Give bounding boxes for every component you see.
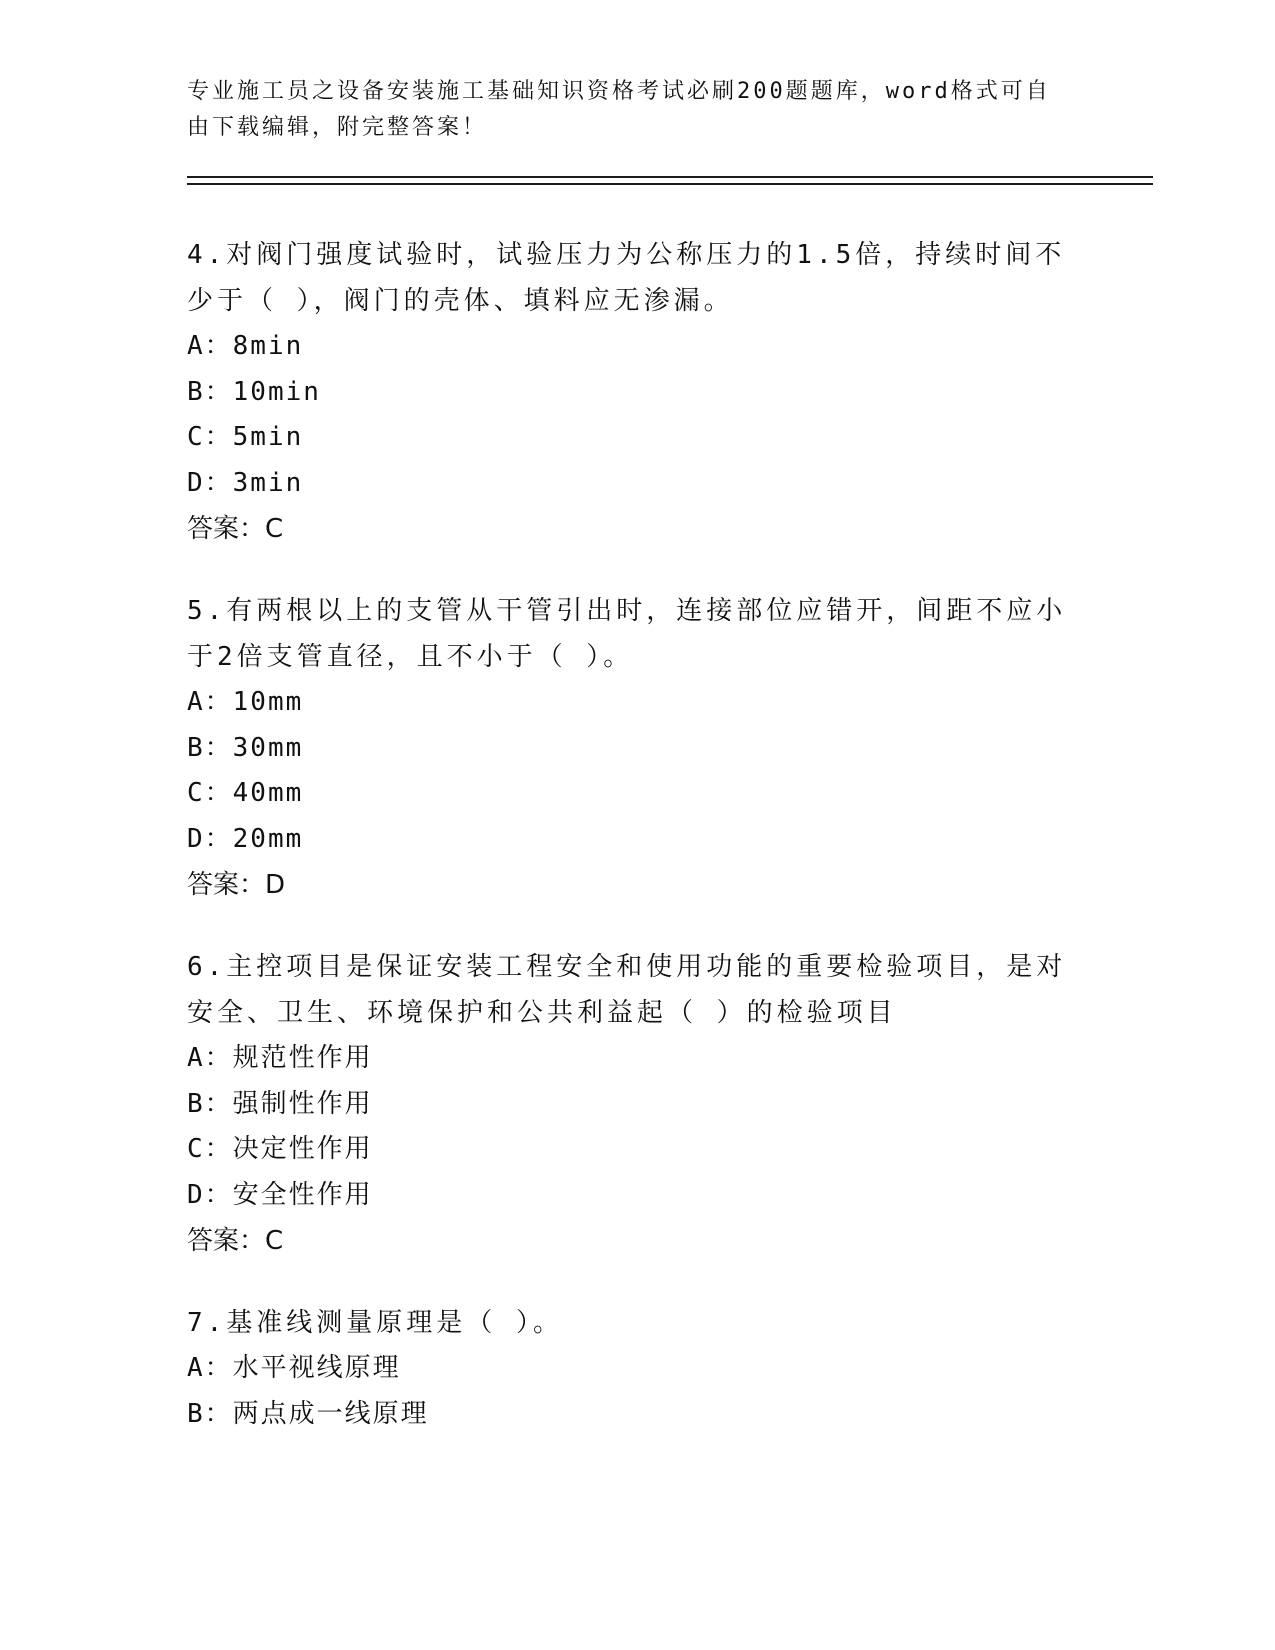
question-4 [187, 232, 1067, 552]
option-b: B：两点成一线原理 [187, 1398, 429, 1429]
option-c: C：40mm [187, 778, 304, 808]
question-text: 5.有两根以上的支管从干管引出时，连接部位应错开，间距不应小于2倍支管直径，且不小于（ ）。 [187, 596, 1067, 672]
answer: 答案：D [187, 870, 286, 900]
option-d: D：安全性作用 [187, 1179, 373, 1210]
option-c: C：5min [187, 422, 304, 452]
header-divider-bottom [187, 183, 1153, 185]
option-a: A：规范性作用 [187, 1043, 373, 1073]
option-d: D：20mm [187, 823, 304, 854]
question-7 [187, 1300, 1067, 1437]
answer: 答案：C [187, 514, 284, 544]
option-c: C：决定性作用 [187, 1134, 373, 1164]
option-a: A：8min [187, 331, 304, 361]
header-divider-top [187, 176, 1153, 178]
question-list [187, 232, 1067, 1473]
option-b: B：10min [187, 376, 321, 407]
option-b: B：30mm [187, 732, 304, 763]
question-text: 7.基准线测量原理是（ ）。 [187, 1308, 563, 1338]
question-6 [187, 944, 1067, 1264]
option-a: A：10mm [187, 687, 304, 717]
answer: 答案：C [187, 1226, 284, 1256]
option-b: B：强制性作用 [187, 1088, 373, 1119]
option-a: A：水平视线原理 [187, 1353, 401, 1383]
document-header: 专业施工员之设备安装施工基础知识资格考试必刷200题题库，word格式可自由下载编辑，附完整答案！ [187, 79, 1051, 140]
question-text: 6.主控项目是保证安装工程安全和使用功能的重要检验项目，是对安全、卫生、环境保护和公共利益起（ ）的检验项目 [187, 952, 1067, 1028]
question-5 [187, 588, 1067, 908]
option-d: D：3min [187, 467, 304, 498]
question-text: 4.对阀门强度试验时，试验压力为公称压力的1.5倍，持续时间不少于（ ），阀门的壳体、填料应无渗漏。 [187, 240, 1066, 316]
